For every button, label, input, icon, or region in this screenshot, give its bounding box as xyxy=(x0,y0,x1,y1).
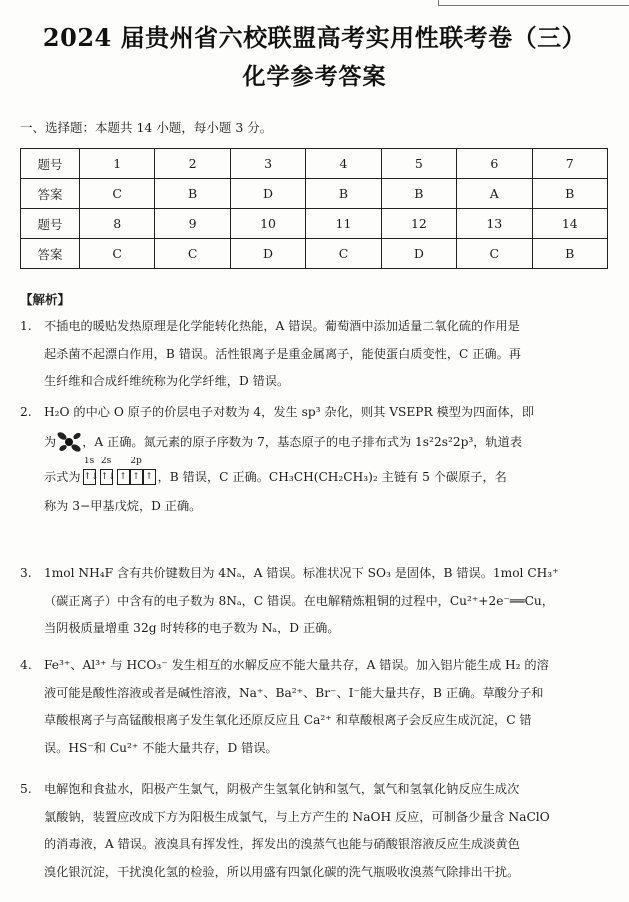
item-line: （碳正离子）中含有的电子数为 8Nₐ，C 错误。在电解精炼粗铜的过程中，Cu²⁺+2e⁻══Cu， xyxy=(44,593,554,608)
table-cell: 7 xyxy=(532,149,607,179)
table-cell: B xyxy=(306,179,381,209)
table-cell: 6 xyxy=(457,149,532,179)
analysis-heading: 【解析】 xyxy=(20,292,71,307)
table-cell: 9 xyxy=(155,209,230,239)
section-heading: 一、选择题：本题共 14 小题，每小题 3 分。 xyxy=(20,120,273,135)
table-row xyxy=(21,239,608,269)
table-cell: B xyxy=(532,179,607,209)
document-title: 2024 届贵州省六校联盟高考实用性联考卷（三） xyxy=(42,23,587,52)
item-text: ，B 错误，C 正确。CH₃CH(CH₂CH₃)₂ 主链有 5 个碳原子，名 xyxy=(157,469,507,484)
item-line: H₂O 的中心 O 原子的价层电子对数为 4，发生 sp³ 杂化，则其 VSEPR 模型为四面体，即 xyxy=(44,405,535,419)
table-cell: 4 xyxy=(306,149,381,179)
item-line: 生纤维和合成纤维统称为化学纤维，D 错误。 xyxy=(44,374,290,388)
orbital-label: 2p xyxy=(130,456,142,466)
table-row-header: 答案 xyxy=(21,179,80,209)
analysis-item-2 xyxy=(20,399,605,520)
table-cell: D xyxy=(230,179,305,209)
table-cell: A xyxy=(457,179,532,209)
item-number: 2. xyxy=(20,405,32,419)
item-text: 示式为 xyxy=(44,469,81,484)
table-row xyxy=(21,209,608,239)
item-line: 电解饱和食盐水，阳极产生氯气，阴极产生氢氧化钠和氢气，氯气和氢氧化钠反应生成次 xyxy=(44,782,520,796)
table-cell: D xyxy=(230,239,305,269)
tetrahedral-molecule-icon xyxy=(56,432,82,452)
item-number: 1. xyxy=(20,319,32,333)
item-number: 5. xyxy=(20,782,32,796)
table-cell: 5 xyxy=(381,149,456,179)
table-row-header: 题号 xyxy=(21,209,80,239)
answer-table xyxy=(20,148,608,269)
item-text: 为 xyxy=(44,434,57,449)
table-cell: 10 xyxy=(230,209,305,239)
table-cell: 13 xyxy=(457,209,532,239)
item-line: Fe³⁺、Al³⁺ 与 HCO₃⁻ 发生相互的水解反应不能大量共存，A 错误。加入铝片能生成 H₂ 的溶 xyxy=(44,658,549,672)
orbital-label: 2s xyxy=(100,456,112,466)
item-text: ，A 正确。氮元素的原子序数为 7，基态原子的电子排布式为 1s²2s²2p³，轨道表 xyxy=(82,434,523,449)
table-cell: 2 xyxy=(155,149,230,179)
table-cell: C xyxy=(80,239,155,269)
item-line: 溴化银沉淀，干扰溴化氢的检验，所以用盛有四氯化碳的洗气瓶吸收溴蒸气除排出干扰。 xyxy=(44,864,520,879)
table-row-header: 答案 xyxy=(21,239,80,269)
table-cell: 1 xyxy=(80,149,155,179)
item-number: 3. xyxy=(20,566,32,580)
item-line: 误。HS⁻和 Cu²⁺ 不能大量共存，D 错误。 xyxy=(44,740,278,755)
table-cell: C xyxy=(457,239,532,269)
orbital-box: ↑↓ xyxy=(83,469,96,485)
orbital-box: ↑↓ xyxy=(100,469,113,485)
item-line: 称为 3−甲基戊烷，D 正确。 xyxy=(44,498,202,513)
table-cell: C xyxy=(155,239,230,269)
item-line: 不插电的暖贴发热原理是化学能转化热能，A 错误。葡萄酒中添加适量二氧化硫的作用是 xyxy=(44,319,520,333)
top-border-fragment xyxy=(438,0,629,6)
table-row xyxy=(21,179,608,209)
orbital-label: 1s xyxy=(83,456,95,466)
item-line: 当阴极质量增重 32g 时转移的电子数为 Nₐ，D 正确。 xyxy=(44,621,340,635)
item-number: 4. xyxy=(20,658,32,672)
item-line: 草酸根离子与高锰酸根离子发生氧化还原反应且 Ca²⁺ 和草酸根离子会反应生成沉淀，C 错 xyxy=(44,713,532,727)
item-line: 氯酸钠，装置应改成下方为阳极生成氯气，与上方产生的 NaOH 反应，可制备少量含 NaClO xyxy=(44,809,550,824)
analysis-item-1 xyxy=(20,313,605,396)
table-cell: B xyxy=(532,239,607,269)
table-row xyxy=(21,149,608,179)
table-cell: C xyxy=(306,239,381,269)
analysis-item-5 xyxy=(20,776,605,886)
table-cell: C xyxy=(80,179,155,209)
item-line: 1mol NH₄F 含有共价键数目为 4Nₐ，A 错误。标准状况下 SO₃ 是固体，B 错误。1mol CH₃⁺ xyxy=(44,566,559,580)
orbital-box: ↑ xyxy=(143,469,156,485)
orbital-box: ↑ xyxy=(117,469,130,485)
document-subtitle: 化学参考答案 xyxy=(242,63,387,90)
table-row-header: 题号 xyxy=(21,149,80,179)
item-line: 液可能是酸性溶液或者是碱性溶液，Na⁺、Ba²⁺、Br⁻、I⁻能大量共存，B 正确。草酸分子和 xyxy=(44,685,544,700)
analysis-item-4 xyxy=(20,652,605,762)
orbital-diagram xyxy=(83,456,156,485)
table-cell: B xyxy=(381,179,456,209)
table-cell: 3 xyxy=(230,149,305,179)
item-line: 起杀菌不起漂白作用，B 错误。活性银离子是重金属离子，能使蛋白质变性，C 正确。再 xyxy=(44,346,521,361)
table-cell: 8 xyxy=(80,209,155,239)
table-cell: D xyxy=(381,239,456,269)
item-line: 的消毒液，A 错误。液溴具有挥发性，挥发出的溴蒸气也能与硝酸银溶液反应生成淡黄色 xyxy=(44,837,520,851)
table-cell: 11 xyxy=(306,209,381,239)
analysis-item-3 xyxy=(20,560,605,643)
table-cell: 14 xyxy=(532,209,607,239)
orbital-box: ↑ xyxy=(130,469,143,485)
table-cell: 12 xyxy=(381,209,456,239)
table-cell: B xyxy=(155,179,230,209)
